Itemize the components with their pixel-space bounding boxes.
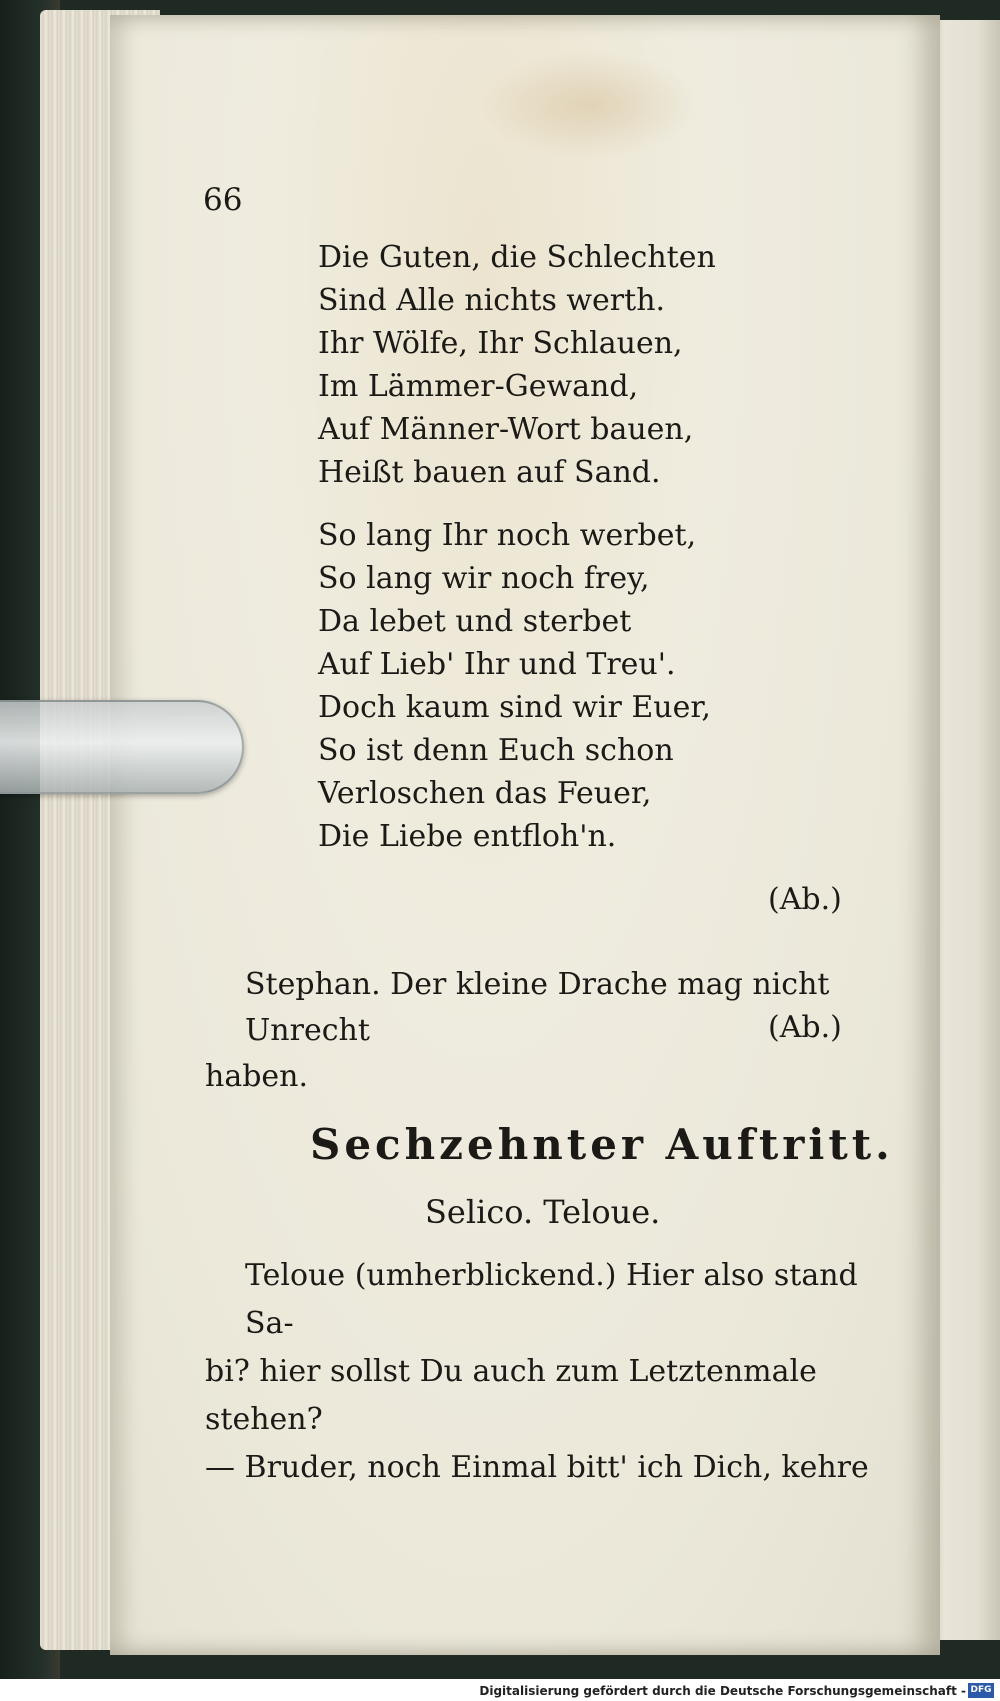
poem-line: Auf Lieb' Ihr und Treu'. bbox=[318, 647, 676, 682]
poem-line: Sind Alle nichts werth. bbox=[318, 283, 666, 318]
poem-line: Doch kaum sind wir Euer, bbox=[318, 690, 711, 725]
scene-characters: Selico. Teloue. bbox=[425, 1193, 661, 1231]
poem-line: Verloschen das Feuer, bbox=[318, 776, 652, 811]
speech-line: Stephan. Der kleine Drache mag nicht Unrecht bbox=[245, 967, 830, 1048]
poem bbox=[318, 236, 838, 878]
poem-line: Die Guten, die Schlechten bbox=[318, 240, 716, 275]
poem-line: So lang wir noch frey, bbox=[318, 561, 650, 596]
poem-line: So lang Ihr noch werbet, bbox=[318, 518, 697, 553]
dialogue-line: Teloue (umherblickend.) Hier also stand Sa- bbox=[245, 1258, 858, 1341]
page-stain bbox=[480, 50, 700, 160]
footer-bar bbox=[0, 1679, 1000, 1701]
poem-line: Die Liebe entfloh'n. bbox=[318, 819, 617, 854]
dialogue-line: bi? hier sollst Du auch zum Letztenmale stehen? bbox=[205, 1354, 817, 1437]
dialogue-line: — Bruder, noch Einmal bitt' ich Dich, kehre bbox=[205, 1450, 869, 1485]
poem-line: Im Lämmer-Gewand, bbox=[318, 369, 639, 404]
footer-credit-text: Digitalisierung gefördert durch die Deutsche Forschungsgemeinschaft - bbox=[479, 1684, 966, 1698]
poem-line: Da lebet und sterbet bbox=[318, 604, 632, 639]
poem-line: Heißt bauen auf Sand. bbox=[318, 455, 661, 490]
scene-title: Sechzehnter Auftritt. bbox=[310, 1120, 894, 1169]
speech-line: haben. bbox=[205, 1059, 309, 1094]
poem-stanza bbox=[318, 236, 838, 494]
poem-line: Ihr Wölfe, Ihr Schlauen, bbox=[318, 326, 683, 361]
poem-line: Auf Männer-Wort bauen, bbox=[318, 412, 694, 447]
dfg-logo: DFG bbox=[968, 1683, 994, 1698]
poem-stanza bbox=[318, 514, 838, 858]
stage-direction-exit: (Ab.) bbox=[768, 1010, 842, 1045]
stage-direction-exit: (Ab.) bbox=[768, 882, 842, 917]
page-number: 66 bbox=[203, 182, 243, 218]
poem-line: So ist denn Euch schon bbox=[318, 733, 674, 768]
dialogue-paragraph bbox=[205, 1252, 885, 1492]
bookmark-clip bbox=[0, 700, 244, 794]
